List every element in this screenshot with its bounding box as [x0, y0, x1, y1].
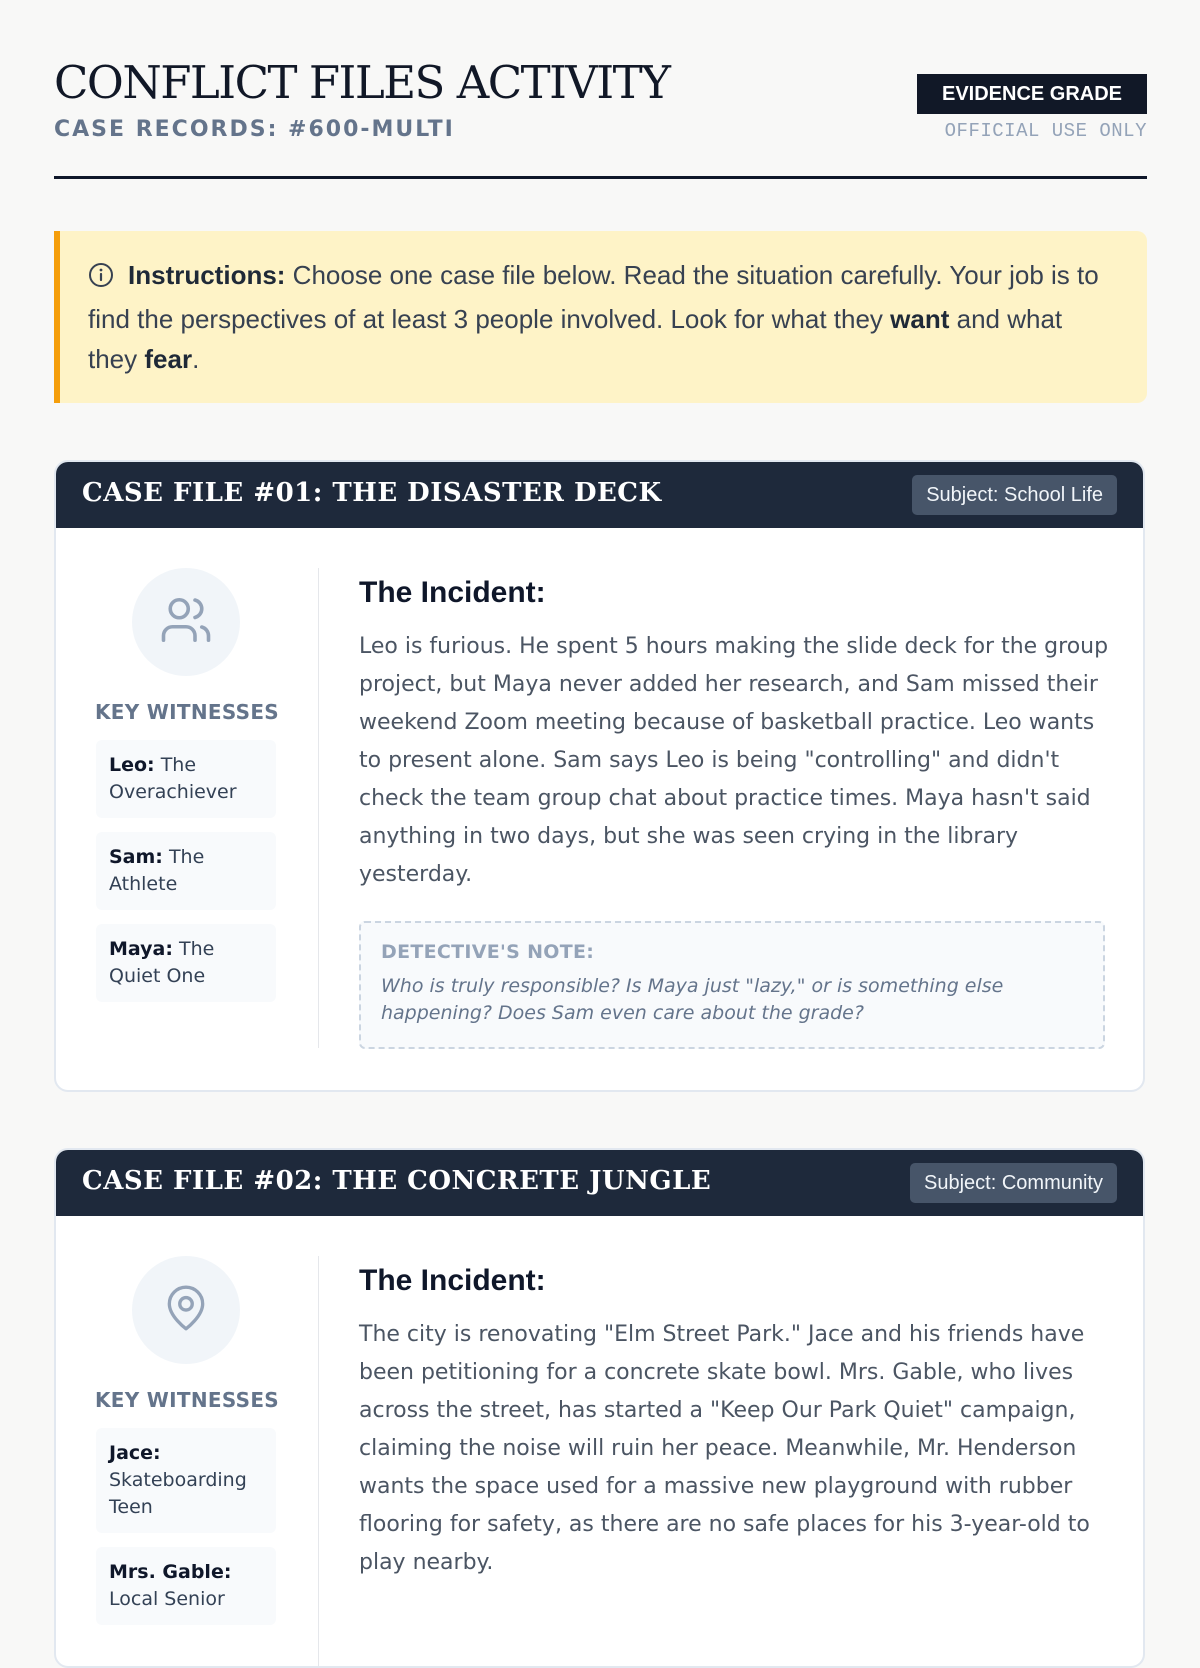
- key-witnesses-heading: KEY WITNESSES: [94, 1388, 280, 1412]
- evidence-grade-badge: EVIDENCE GRADE: [917, 74, 1147, 114]
- witness-card: [96, 740, 276, 818]
- witness-list: [96, 1428, 276, 1639]
- incident-heading: The Incident:: [359, 576, 546, 609]
- witness-card: [96, 1428, 276, 1533]
- witness-role: The Quiet One: [109, 938, 215, 987]
- witness-card: [96, 832, 276, 910]
- incident-text: Leo is furious. He spent 5 hours making the slide deck for the group project, but Maya never added her research, and Sam missed their weekend Zoom meeting because of basketball practice. Leo wants to present alone. Sam says Leo is being "controlling" and didn't check the team group chat about practice times. Maya hasn't said anything in two days, but she was seen crying in the library yesterday.: [359, 634, 1109, 887]
- case-file-title: CASE FILE #02: THE CONCRETE JUNGLE: [82, 1166, 712, 1196]
- incident-section: [359, 1262, 1109, 1582]
- key-witnesses-heading: KEY WITNESSES: [94, 700, 280, 724]
- witness-role: Skateboarding Teen: [109, 1469, 247, 1518]
- page: [54, 0, 1147, 1610]
- witness-name: Sam:: [109, 846, 163, 868]
- instructions-middle: and what they: [88, 304, 1063, 374]
- incident-section: [359, 574, 1109, 1049]
- case-records-subtitle: CASE RECORDS: #600-MULTI: [54, 117, 455, 142]
- witness-name: Leo:: [109, 754, 155, 776]
- case-icon-circle: [132, 1256, 240, 1364]
- page-header: [54, 0, 1147, 179]
- witness-name: Maya:: [109, 938, 173, 960]
- witness-role: The Athlete: [109, 846, 205, 895]
- note-text: Who is truly responsible? Is Maya just "lazy," or is something else happening? Does Sam even care about the grade?: [381, 975, 1004, 1024]
- witness-role: Local Senior: [109, 1588, 225, 1610]
- subject-tag: Subject: School Life: [912, 475, 1117, 515]
- instructions-label: Instructions:: [128, 260, 286, 290]
- column-divider: [318, 568, 319, 1048]
- case-file-title: CASE FILE #01: THE DISASTER DECK: [82, 478, 662, 508]
- witness-role: The Overachiever: [109, 754, 237, 803]
- case-icon-circle: [132, 568, 240, 676]
- detectives-note: [359, 921, 1105, 1049]
- users-icon: [159, 593, 213, 652]
- instructions-end: .: [192, 344, 200, 374]
- instructions-box: [54, 231, 1147, 403]
- instructions-want: want: [890, 304, 950, 334]
- info-icon: [88, 259, 114, 299]
- incident-heading: The Incident:: [359, 1264, 546, 1297]
- witness-list: [96, 740, 276, 1016]
- incident-text: The city is renovating "Elm Street Park." Jace and his friends have been petitioning for a concrete skate bowl. Mrs. Gable, who lives across the street, has started a "Keep Our Park Quiet" campaign, claiming the noise will ruin her peace. Meanwhile, Mr. Henderson wants the space used for a massive new playground with rubber flooring for safety, as there are no safe places for his 3-year-old to play nearby.: [359, 1322, 1090, 1575]
- map-pin-icon: [161, 1283, 211, 1338]
- case-file-card: [54, 460, 1145, 1092]
- witness-name: Jace:: [109, 1442, 161, 1464]
- witness-card: [96, 1547, 276, 1625]
- official-use-label: OFFICIAL USE ONLY: [944, 120, 1147, 142]
- instructions-fear: fear: [144, 344, 193, 374]
- case-file-header: [56, 462, 1143, 528]
- column-divider: [318, 1256, 319, 1668]
- subject-tag: Subject: Community: [910, 1163, 1117, 1203]
- instructions-text: Choose one case file below. Read the situation carefully. Your job is to find the perspectives of at least 3 people involved. Look for what they: [88, 260, 1099, 334]
- page-title: CONFLICT FILES ACTIVITY: [54, 56, 670, 109]
- witness-name: Mrs. Gable:: [109, 1561, 232, 1583]
- witness-card: [96, 924, 276, 1002]
- note-label: DETECTIVE'S NOTE:: [381, 941, 595, 963]
- case-file-card: [54, 1148, 1145, 1668]
- case-file-header: [56, 1150, 1143, 1216]
